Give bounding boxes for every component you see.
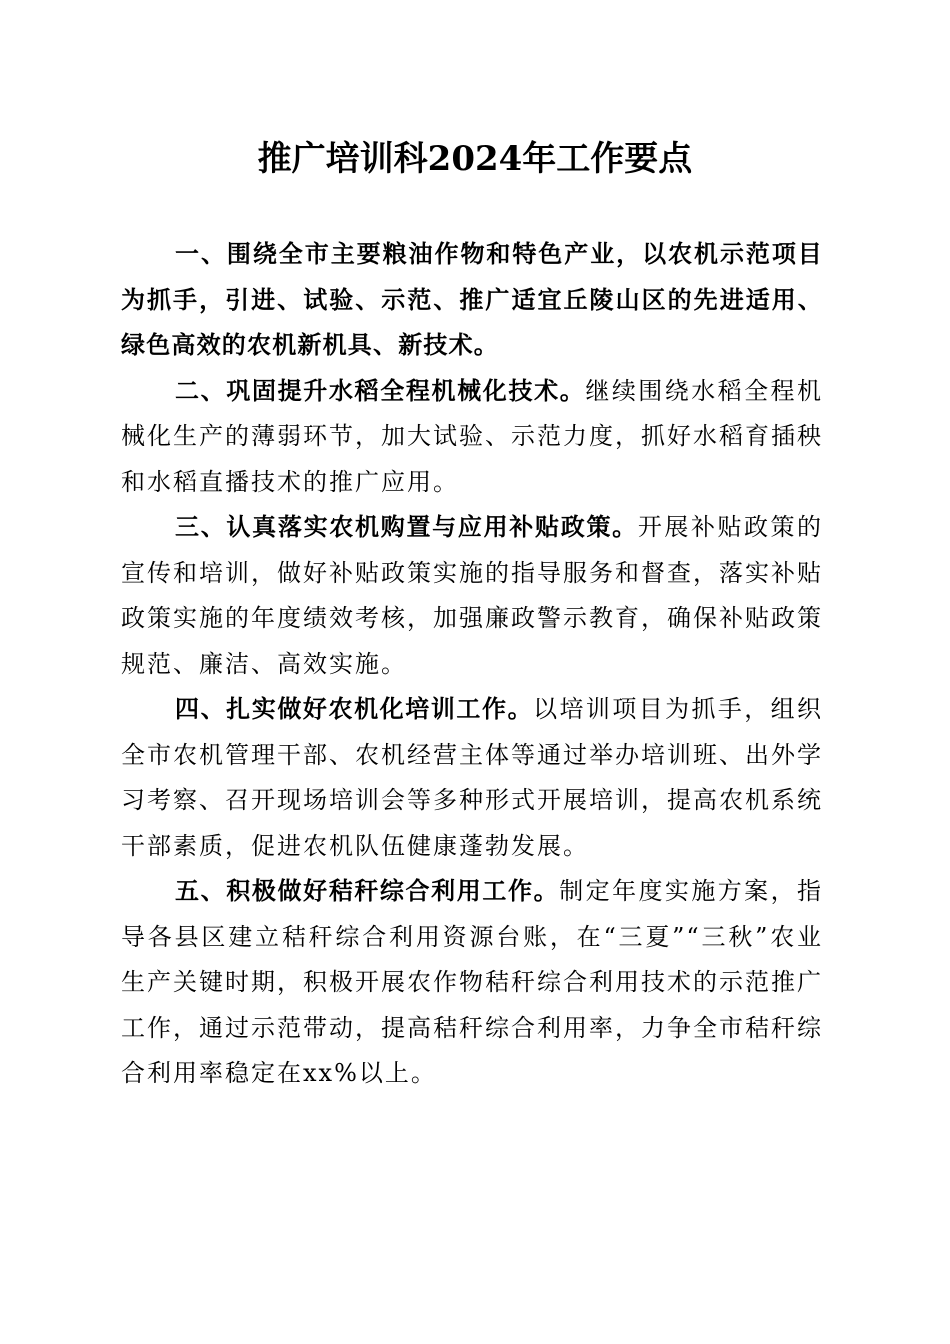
paragraph-4 bbox=[121, 687, 823, 869]
paragraph-4-heading: 四、扎实做好农机化培训工作。 bbox=[175, 695, 534, 723]
paragraph-2-heading: 二、巩固提升水稻全程机械化技术。 bbox=[175, 376, 586, 405]
document-title: 推广培训科2024年工作要点 bbox=[257, 139, 693, 179]
paragraph-3 bbox=[121, 505, 823, 687]
paragraph-5 bbox=[121, 869, 823, 1097]
paragraph-1-text: 一、围绕全市主要粮油作物和特色产业，以农机示范项目为抓手，引进、试验、示范、推广适宜丘陵山区的先进适用、绿色高效的农机新机具、新技术。 bbox=[121, 240, 823, 359]
paragraph-3-heading: 三、认真落实农机购置与应用补贴政策。 bbox=[175, 513, 638, 541]
paragraph-5-text: 制定年度实施方案，指导各县区建立秸秆综合利用资源台账，在“三夏”“三秋”农业生产关键时期，积极开展农作物秸秆综合利用技术的示范推广工作，通过示范带动，提高秸秆综合利用率，力争全市秸秆综合利用率稳定在xx%以上。 bbox=[121, 877, 823, 1087]
paragraph-1 bbox=[121, 232, 823, 369]
document-body bbox=[121, 232, 823, 1097]
paragraph-4-text: 以培训项目为抓手，组织全市农机管理干部、农机经营主体等通过举办培训班、出外学习考察、召开现场培训会等多种形式开展培训，提高农机系统干部素质，促进农机队伍健康蓬勃发展。 bbox=[121, 695, 823, 860]
paragraph-3-text: 开展补贴政策的宣传和培训，做好补贴政策实施的指导服务和督查，落实补贴政策实施的年度绩效考核，加强廉政警示教育，确保补贴政策规范、廉洁、高效实施。 bbox=[121, 513, 824, 678]
paragraph-5-heading: 五、积极做好秸秆综合利用工作。 bbox=[175, 877, 560, 905]
paragraph-2-text: 继续围绕水稻全程机械化生产的薄弱环节，加大试验、示范力度，抓好水稻育插秧和水稻直播技术的推广应用。 bbox=[121, 376, 824, 496]
paragraph-2 bbox=[121, 369, 823, 506]
